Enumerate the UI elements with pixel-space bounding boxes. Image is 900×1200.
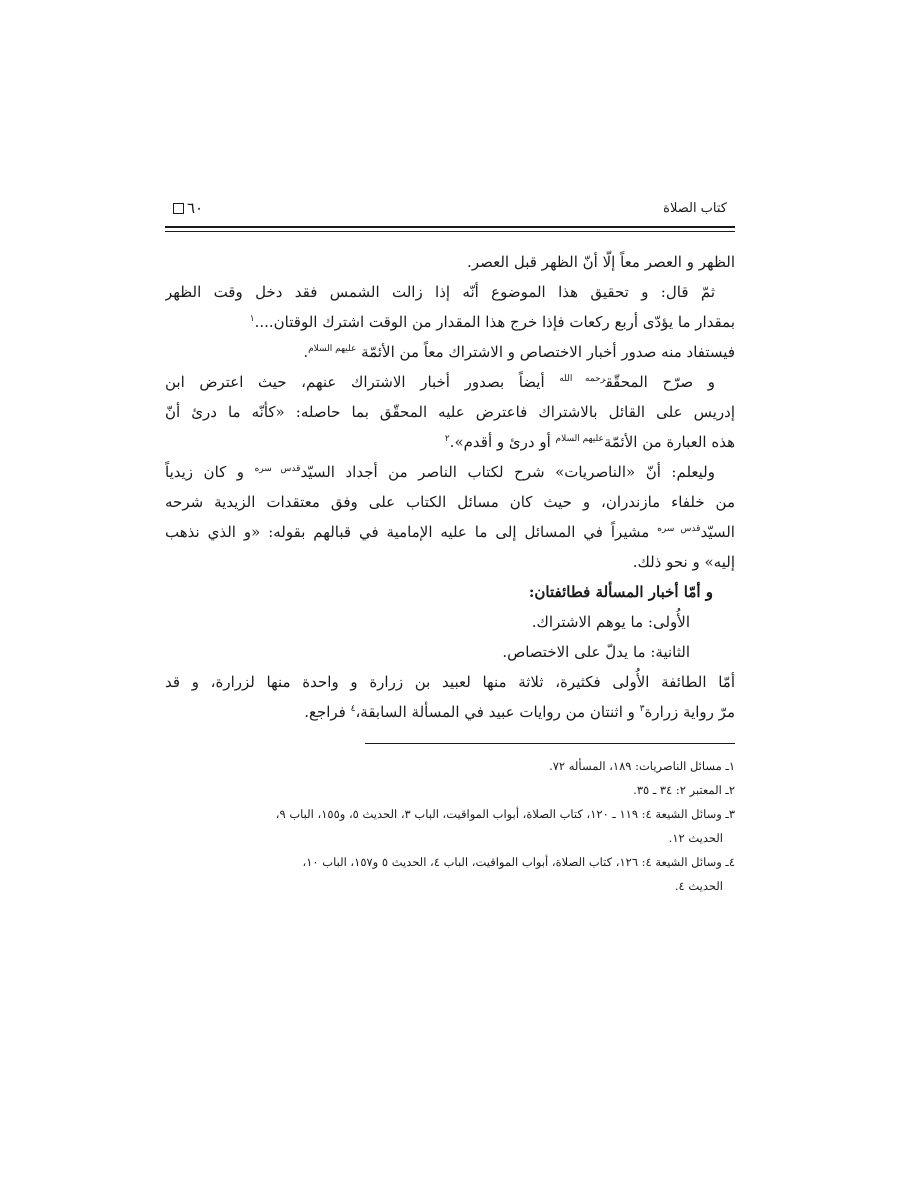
footnote-continuation: الحديث ٤. [674, 879, 723, 893]
text-line: إدريس على القائل بالاشتراك فاعترض عليه المحقّق بما حاصله: «كأنّه ما درئ أنّ [165, 403, 735, 421]
footnote-ref: ١ [249, 314, 255, 324]
book-page [165, 195, 735, 898]
text-line: الثانية: ما يدلّ على الاختصاص. [502, 643, 690, 661]
text-line: هذه العبارة من الأئمّة$^{عليهم السلام}$ أو درئ و أقدم».$^٢$ [444, 433, 735, 451]
honorific-mark: رحمه الله [559, 374, 606, 384]
footnote: ٤ـ وسائل الشيعة ٤: ١٢٦، كتاب الصلاة، أبواب المواقيت، الباب ٤، الحديث ٥ و١٥٧، الباب ١٠، [302, 855, 735, 869]
text-line: مرّ رواية زرارة$^٣$ و اثنتان من روايات عبيد في المسألة السابقة،$^٤$ فراجع. [304, 703, 735, 721]
text-line: الأُولى: ما يوهم الاشتراك. [531, 613, 690, 631]
footnote: ٣ـ وسائل الشيعة ٤: ١١٩ ـ ١٢٠، كتاب الصلاة، أبواب المواقيت، الباب ٣، الحديث ٥، و١٥٥، الباب ٩، [275, 807, 735, 821]
footnotes [165, 754, 735, 898]
footnote-ref: ٢ [444, 434, 450, 444]
footnote: ١ـ مسائل الناصريات: ١٨٩، المسأله ٧٢. [549, 759, 735, 773]
footnote-ref: ٣ [639, 704, 645, 714]
footnote-ref: ٤ [350, 704, 356, 714]
footnote-separator [365, 743, 735, 744]
text-line: الظهر و العصر معاً إلّا أنّ الظهر قبل العصر. [467, 253, 735, 271]
header-rule-thick [165, 226, 735, 228]
footnote-continuation: الحديث ١٢. [668, 831, 723, 845]
text-line: من خلفاء مازندران، و حيث كان مسائل الكتاب على وفق معتقدات الزيدية شرحه [165, 493, 735, 511]
main-text [165, 247, 735, 727]
text-line: وليعلم: أنّ «الناصريات» شرح لكتاب الناصر من أجداد السيّد$^{قدس سره}$ و كان زيدياً [165, 463, 715, 481]
section-heading: و أمّا أخبار المسألة فطائفتان: [528, 583, 713, 601]
square-outline-icon [173, 203, 184, 214]
honorific-mark: عليهم السلام [555, 434, 604, 444]
text-line: ثمّ قال: و تحقيق هذا الموضوع أنّه إذا زالت الشمس فقد دخل وقت الظهر [165, 283, 715, 301]
header-rule-thin [165, 231, 735, 232]
honorific-mark: عليهم السلام [308, 344, 357, 354]
text-line: و صرّح المحقّق$^{رحمه الله}$ أيضاً بصدور أخبار الاشتراك عنهم، حيث اعترض ابن [165, 373, 715, 391]
text-line: السيّد$^{قدس سره}$ مشيراً في المسائل إلى ما عليه الإمامية في قبالهم بقوله: «و الذي نذهب [165, 523, 735, 541]
text-line: إليه» و نحو ذلك. [632, 553, 735, 571]
honorific-mark: قدس سره [657, 524, 701, 534]
text-line: أمّا الطائفة الأُولى فكثيرة، ثلاثة منها لعبيد بن زرارة و واحدة منها لزرارة، و قد [165, 673, 735, 691]
text-line: بمقدار ما يؤدّى أربع ركعات فإذا خرج هذا المقدار من الوقت اشترك الوقتان....$^١$ [249, 313, 735, 331]
chapter-title: كتاب الصلاة [663, 201, 727, 216]
honorific-mark: قدس سره [254, 464, 301, 474]
footnote: ٢ـ المعتبر ٢: ٣٤ ـ ٣٥. [633, 783, 735, 797]
running-header [165, 195, 735, 225]
text-line: فيستفاد منه صدور أخبار الاختصاص و الاشتراك معاً من الأئمّة $^{عليهم السلام}$. [303, 343, 735, 361]
page-number [173, 199, 203, 217]
page-number-text: ٦٠ [187, 199, 204, 217]
